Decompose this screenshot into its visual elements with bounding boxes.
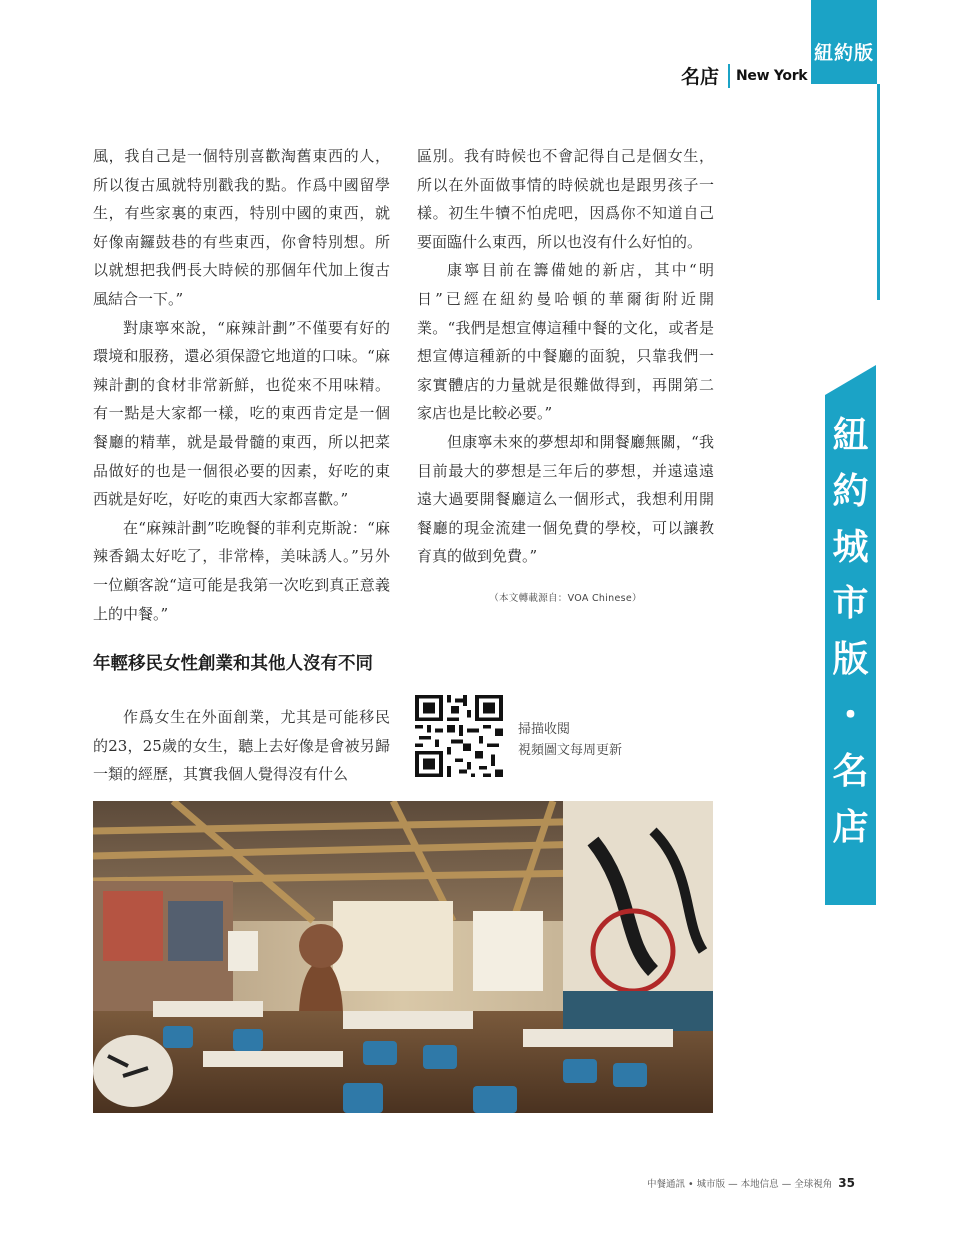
side-banner-text	[825, 408, 876, 856]
qr-code[interactable]	[415, 695, 503, 777]
subheading: 年輕移民女性創業和其他人沒有不同	[93, 654, 373, 674]
section-rule	[877, 84, 880, 300]
source-note: （本文轉載源自：VOA Chinese）	[489, 592, 642, 604]
article-column-right	[417, 142, 714, 614]
article-column-left	[93, 142, 390, 628]
paragraph: 區別。我有時候也不會記得自己是個女生，所以在外面做事情的時候就也是跟男孩子一樣。初生牛犢不怕虎吧，因爲你不知道自己要面臨什么東西，所以也沒有什么好怕的。	[417, 147, 714, 251]
banner-char: 店	[832, 807, 869, 848]
banner-char: 版	[832, 639, 869, 680]
section-title-en: New York	[736, 67, 808, 84]
banner-char: ・	[832, 695, 869, 736]
banner-char: 約	[832, 471, 869, 512]
section-title-cn: 名店	[681, 66, 720, 88]
edition-tab-label: 紐約版	[813, 42, 874, 64]
page-number: 35	[838, 1176, 855, 1190]
qr-caption	[518, 719, 622, 761]
subsection-column	[93, 703, 390, 789]
footer-text: 中餐通訊 • 城市版 — 本地信息 — 全球視角	[647, 1179, 833, 1190]
paragraph: 康寧目前在籌備她的新店，其中“明日”已經在紐約曼哈頓的華爾街附近開業。“我們是想宣傳這種中餐的文化，或者是想宣傳這種新的中餐廳的面貌，只靠我們一家實體店的力量就是很難做得到，再開第二家店也是比較必要。”	[417, 261, 714, 423]
restaurant-interior-photo	[93, 801, 713, 1113]
banner-char: 紐	[832, 415, 869, 456]
paragraph: 風，我自己是一個特別喜歡淘舊東西的人，所以復古風就特別戳我的點。作爲中國留學生，有些家裏的東西，特別中國的東西，就好像南鑼鼓巷的有些東西，你會特別想。所以就想把我們長大時候的那個年代加上復古風結合一下。”	[93, 147, 390, 308]
paragraph: 在“麻辣計劃”吃晚餐的菲利克斯說：“麻辣香鍋太好吃了，非常棒，美味誘人。”另外一位顧客說“這可能是我第一次吃到真正意義上的中餐。”	[93, 518, 390, 623]
banner-char: 城	[832, 527, 869, 568]
qr-caption-line: 掃描收閱	[518, 722, 571, 737]
header-divider	[728, 64, 730, 88]
paragraph: 作爲女生在外面創業，尤其是可能移民的23，25歲的女生，聽上去好像是會被另歸一類的經歷，其實我個人覺得沒有什么	[93, 708, 390, 784]
banner-char: 市	[832, 583, 869, 624]
edition-tab	[811, 0, 877, 84]
banner-char: 名	[832, 751, 869, 792]
paragraph: 但康寧未來的夢想却和開餐廳無關，“我目前最大的夢想是三年后的夢想，并遠遠遠遠大過要開餐廳這么一個形式，我想利用開餐廳的現金流建一個免費的學校，可以讓教育真的做到免費。”	[417, 432, 714, 566]
paragraph: 對康寧來說，“麻辣計劃”不僅要有好的環境和服務，還必須保證它地道的口味。“麻辣計劃的食材非常新鮮，也從來不用味精。有一點是大家都一樣，吃的東西肯定是一個餐廳的精華，就是最骨髓的東西，所以把菜品做好的也是一個很必要的因素，好吃的東西就是好吃，好吃的東西大家都喜歡。”	[93, 318, 390, 509]
section-header	[681, 62, 807, 89]
page-footer	[647, 1176, 855, 1190]
qr-caption-line: 視頻圖文每周更新	[518, 743, 623, 758]
